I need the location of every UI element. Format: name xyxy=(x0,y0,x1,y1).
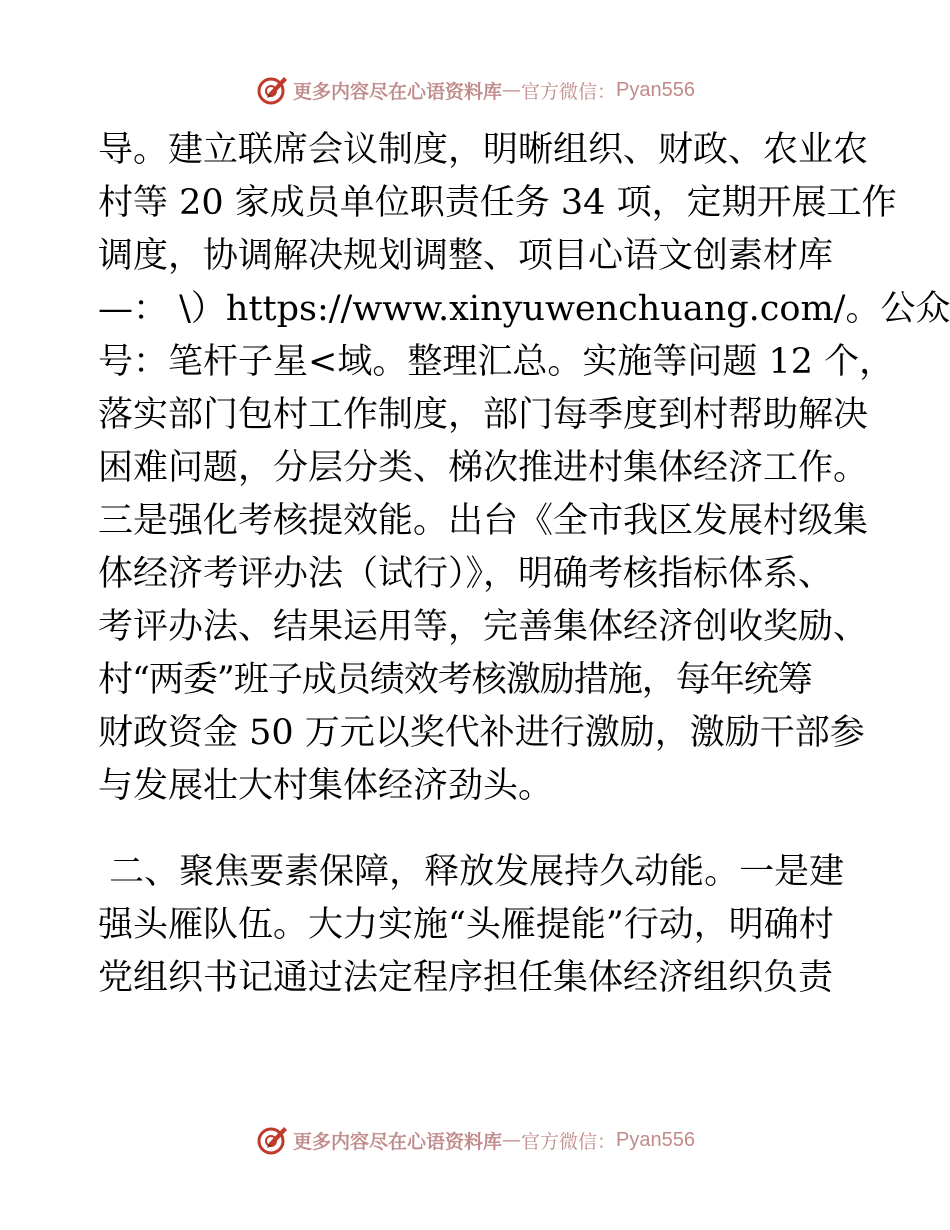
header-wechat-account: Pyan556 xyxy=(616,78,695,101)
text-line: 导。建立联席会议制度，明晰组织、财政、农业农 xyxy=(98,130,869,170)
footer-wechat-label: 官方微信： xyxy=(521,1130,617,1153)
text-line: 体经济考评办法（试行）》，明确考核指标体系、 xyxy=(98,554,834,594)
text-line: 强头雁队伍。大力实施“头雁提能”行动，明确村 xyxy=(98,905,834,945)
text-line: 落实部门包村工作制度，部门每季度到村帮助解决 xyxy=(98,395,869,435)
footer-watermark xyxy=(0,1120,950,1160)
text-line: 困难问题，分层分类、梯次推进村集体经济工作。 xyxy=(98,448,869,488)
pen-circle-logo-icon xyxy=(255,73,289,107)
text-line: 二、聚焦要素保障，释放发展持久动能。一是建 xyxy=(98,852,845,892)
text-line: 财政资金 50 万元以奖代补进行激励，激励干部参 xyxy=(98,713,865,753)
text-line: 调度，协调解决规划调整、项目心语文创素材库 xyxy=(98,236,834,276)
header-watermark xyxy=(0,70,950,110)
header-dash: — xyxy=(502,79,522,101)
text-line: 村等 20 家成员单位职责任务 34 项，定期开展工作 xyxy=(98,183,897,223)
text-line: 三是强化考核提效能。出台《全市我区发展村级集 xyxy=(98,501,869,541)
text-line: 村“两委”班子成员绩效考核激励措施，每年统筹 xyxy=(98,660,812,700)
text-line: 号：笔杆子星<域。整理汇总。实施等问题 12 个， xyxy=(98,342,895,382)
footer-dash: — xyxy=(502,1129,522,1151)
text-line: 与发展壮大村集体经济劲头。 xyxy=(98,766,554,806)
footer-site-name: 更多内容尽在心语资料库 xyxy=(293,1130,503,1153)
paragraph-gap xyxy=(98,813,858,846)
text-line: 考评办法、结果运用等，完善集体经济创收奖励、 xyxy=(98,607,869,647)
text-line: —： \）https://www.xinyuwenchuang.com/。公众 xyxy=(98,289,950,329)
header-site-name: 更多内容尽在心语资料库 xyxy=(293,80,503,103)
document-body xyxy=(98,124,950,1005)
paragraph-2 xyxy=(98,846,858,1005)
paragraph-1 xyxy=(98,124,950,813)
pen-circle-logo-icon xyxy=(255,1123,289,1157)
footer-wechat-account: Pyan556 xyxy=(616,1128,695,1151)
header-wechat-label: 官方微信： xyxy=(521,80,617,103)
text-line: 党组织书记通过法定程序担任集体经济组织负责 xyxy=(98,958,834,998)
